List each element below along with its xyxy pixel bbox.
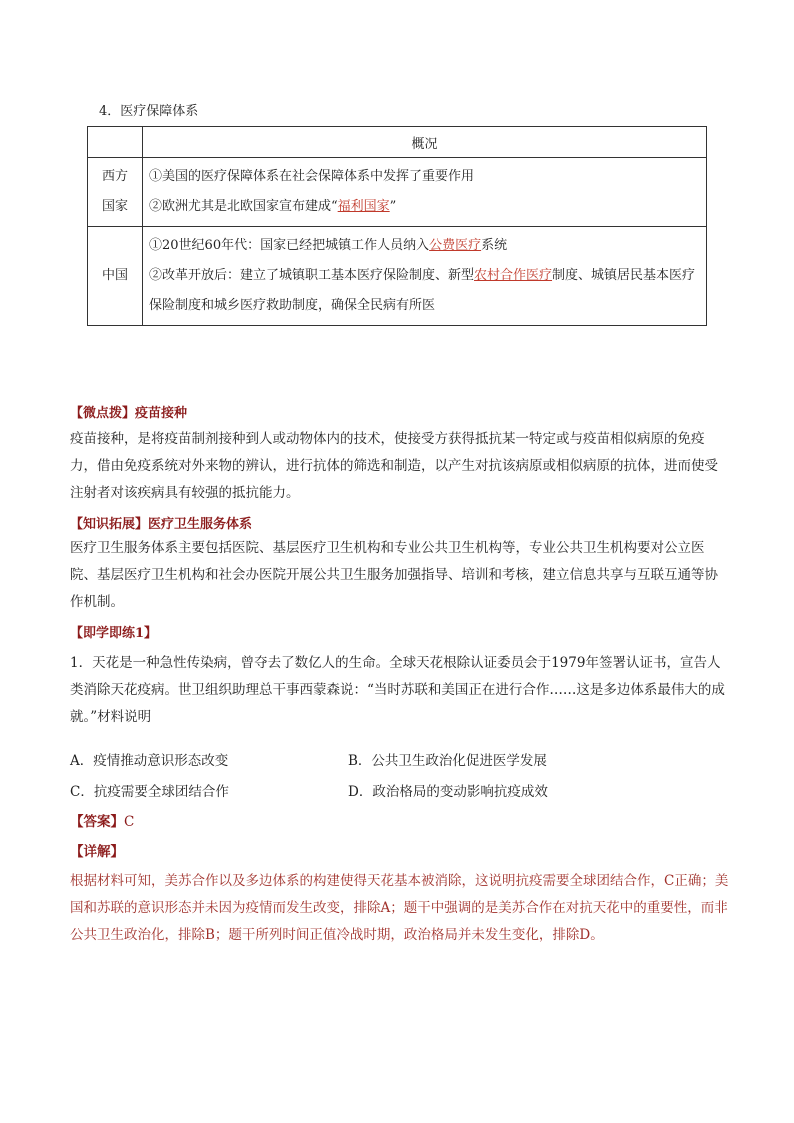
overview-line <box>149 261 700 321</box>
practice-heading: 【即学即练1】 <box>70 626 158 641</box>
text-span: ” <box>389 199 397 214</box>
answer-line <box>70 810 134 830</box>
table-header-row <box>88 127 707 158</box>
region-label: 国家 <box>101 199 128 214</box>
overview-line: ①美国的医疗保障体系在社会保障体系中发挥了重要作用 <box>149 169 475 184</box>
detail-paragraph: 根据材料可知，美苏合作以及多边体系的构建使得天花基本被消除，这说明抗疫需要全球团结合作，C正确；美国和苏联的意识形态并未因为疫情而发生改变，排除A；题干中强调的是美苏合作在对抗天花中的重要性，而非公共卫生政治化，排除B；题干所列时间正值冷战时期，政治格局并未发生变化，排除D。 <box>70 873 729 943</box>
overview-line <box>149 231 700 261</box>
overview-cell-west <box>143 158 707 227</box>
region-cell-west <box>88 158 143 227</box>
extension-heading: 【知识拓展】医疗卫生服务体系 <box>70 517 253 532</box>
extension-paragraph: 医疗卫生服务体系主要包括医院、基层医疗卫生机构和专业公共卫生机构等，专业公共卫生机构要对公立医院、基层医疗卫生机构和社会办医院开展公共卫生服务加强指导、培训和考核，建立信息共享与互联互通等协作机制。 <box>70 540 718 610</box>
tip-heading: 【微点拨】疫苗接种 <box>70 406 188 421</box>
text-span: ②改革开放后：建立了城镇职工基本医疗保险制度、新型 <box>149 268 475 283</box>
overview-line <box>149 192 700 222</box>
text-span: ②欧洲尤其是北欧国家宣布建成“ <box>149 199 338 214</box>
question-text: 1．天花是一种急性传染病，曾夺去了数亿人的生命。全球天花根除认证委员会于1979年签署认证书，宣告人类消除天花疫病。世卫组织助理总干事西蒙森说：“当时苏联和美国正在进行合作……这是多边体系最伟大的成就。”材料说明 <box>70 655 725 725</box>
term-rural-cooperative: 农村合作医疗 <box>474 268 553 283</box>
table-row <box>88 227 707 326</box>
region-cell-china: 中国 <box>88 227 143 326</box>
answer-tag: 【答案】 <box>70 814 124 830</box>
overview-cell-china <box>143 227 707 326</box>
table-corner-cell <box>88 127 143 158</box>
text-span: ①20世纪60年代：国家已经把城镇工作人员纳入 <box>149 238 430 253</box>
text-span: 制度、城镇居民基本医疗保险制度和城乡医疗救助制度，确保全民病有所医 <box>149 268 696 313</box>
medical-security-table <box>87 126 707 326</box>
tip-paragraph: 疫苗接种，是将疫苗制剂接种到人或动物体内的技术，使接受方获得抵抗某一特定或与疫苗相似病原的免疫力，借由免疫系统对外来物的辨认，进行抗体的筛选和制造，以产生对抗该病原或相似病原的抗体，进而使受注射者对该疾病具有较强的抵抗能力。 <box>70 431 718 501</box>
table-header-overview: 概况 <box>143 127 707 158</box>
table-row <box>88 158 707 227</box>
option-d: D．政治格局的变动影响抗疫成效 <box>348 784 548 800</box>
option-c: C．抗疫需要全球团结合作 <box>70 784 229 800</box>
option-a: A．疫情推动意识形态改变 <box>70 753 229 769</box>
detail-heading: 【详解】 <box>70 844 124 860</box>
section-title: 4．医疗保障体系 <box>99 104 199 119</box>
region-label: 西方 <box>101 169 128 184</box>
option-b: B．公共卫生政治化促进医学发展 <box>348 753 547 769</box>
text-span: 系统 <box>481 238 508 253</box>
term-welfare-state: 福利国家 <box>337 199 390 214</box>
term-public-medical: 公费医疗 <box>429 238 482 253</box>
answer-value: C <box>124 814 135 830</box>
